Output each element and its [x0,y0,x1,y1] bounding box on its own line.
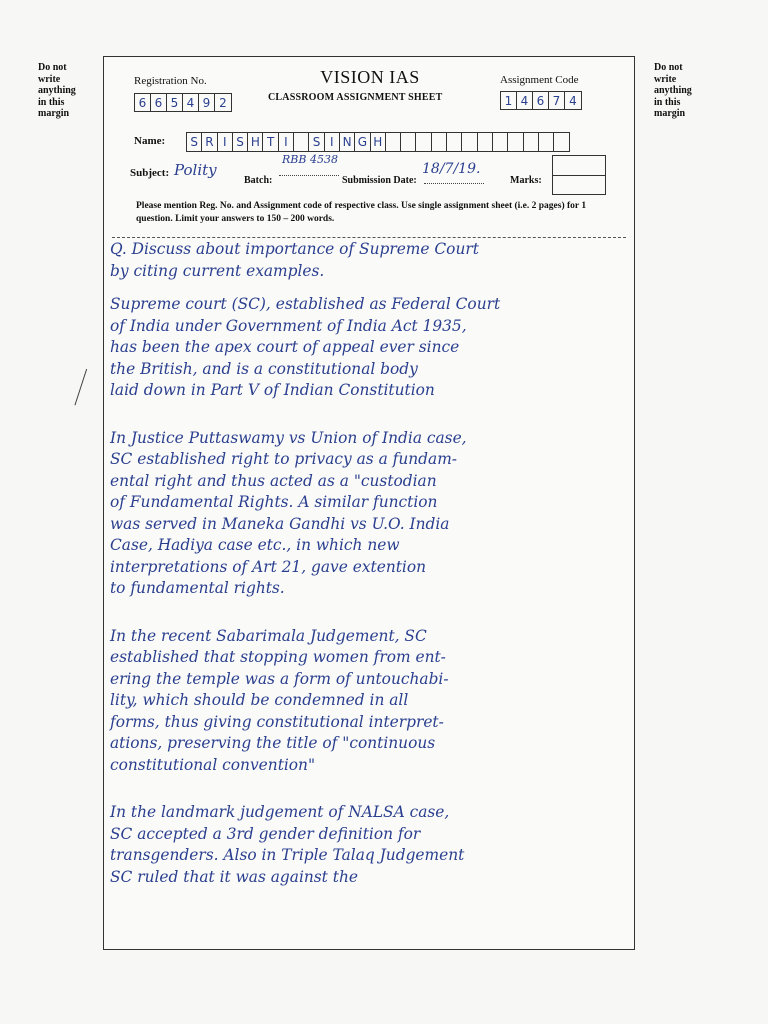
answer-line: of India under Government of India Act 1935, [110,316,467,335]
answer-paragraph [110,428,634,600]
char-box[interactable]: I [325,133,340,151]
margin-note-line: write [654,73,677,85]
char-box[interactable]: H [248,133,263,151]
char-box[interactable] [462,133,477,151]
answer-line: SC ruled that it was against the [110,867,358,886]
char-box[interactable] [447,133,462,151]
answer-line: In Justice Puttaswamy vs Union of India case, [110,428,467,447]
char-box[interactable] [493,133,508,151]
name-boxes[interactable] [186,132,570,152]
margin-note-line: Do not [654,62,683,73]
char-box[interactable]: 5 [167,94,183,111]
answer-line: to fundamental rights. [110,579,285,597]
marks-label: Marks: [510,175,542,186]
answer-paragraph [110,294,634,402]
char-box[interactable]: 9 [199,94,215,111]
margin-note-line: margin [38,108,70,119]
margin-note-line: Do not [38,62,67,73]
answer-line: has been the apex court of appeal ever since [110,338,460,356]
char-box[interactable]: 4 [517,92,533,109]
answer-line: interpretations of Art 21, gave extention [110,557,427,576]
date-dotted-line [424,183,484,184]
margin-pen-mark [74,369,98,409]
char-box[interactable]: H [371,133,386,151]
answer-line: forms, thus giving constitutional interpret- [110,712,444,731]
name-label: Name: [134,135,166,147]
marks-box[interactable] [552,155,606,195]
answer-line: of Fundamental Rights. A similar function [110,493,438,511]
margin-note-line: anything [654,85,692,96]
assignment-code-boxes[interactable] [500,91,582,110]
answer-line: ental right and thus acted as a "custodian [110,471,437,490]
answer-line: ations, preserving the title of "continuous [110,734,436,752]
dashed-divider [112,237,626,238]
char-box[interactable] [432,133,447,151]
margin-note-left [38,62,98,120]
answer-line: established that stopping women from ent- [110,648,446,666]
registration-label: Registration No. [134,75,207,87]
char-box[interactable]: 2 [219,95,227,110]
char-box[interactable] [416,133,431,151]
char-box[interactable] [508,133,523,151]
batch-value[interactable]: RBB 4538 [282,153,338,166]
answer-line: SC accepted a 3rd gender definition for [110,824,421,843]
answer-line: lity, which should be condemned in all [110,691,409,709]
margin-note-line: in this [38,96,65,108]
answer-line: In the landmark judgement of NALSA case, [110,803,450,821]
registration-number-boxes[interactable] [134,93,232,112]
answer-line: ering the temple was a form of untouchabi- [110,669,449,688]
subject-value[interactable]: Polity [174,161,217,179]
char-box[interactable]: I [218,133,233,151]
assignment-sheet [103,56,635,950]
margin-note-line: write [38,73,61,85]
char-box[interactable] [401,133,416,151]
answer-line: Case, Hadiya case etc., in which new [110,536,400,554]
char-box[interactable] [386,133,401,151]
instructions: Please mention Reg. No. and Assignment code of respective class. Use single assignment sheet (i.e. 2 pages) for 1 question. Limit your answers to 150 – 200 words. [136,201,587,224]
answer-line: Supreme court (SC), established as Federal Court [110,295,501,313]
char-box[interactable]: 4 [183,94,199,111]
char-box[interactable]: G [355,133,370,151]
char-box[interactable]: 4 [569,93,577,108]
char-box[interactable]: 6 [533,92,549,109]
question-line: Q. Discuss about importance of Supreme Court [110,240,479,258]
char-box[interactable]: I [279,133,294,151]
question-line: by citing current examples. [110,261,325,280]
char-box[interactable] [539,133,554,151]
answer-line: In the recent Sabarimala Judgement, SC [110,626,427,645]
answer-line: transgenders. Also in Triple Talaq Judgement [110,846,465,864]
answer-line: the British, and is a constitutional body [110,359,418,378]
batch-dotted-line [279,175,339,176]
answer-line: SC established right to privacy as a fundam- [110,450,457,468]
char-box[interactable]: 6 [135,94,151,111]
batch-label: Batch: [244,175,273,186]
answer-paragraph [110,626,634,777]
answer-line: laid down in Part V of Indian Constitution [110,381,435,399]
char-box[interactable]: N [340,133,355,151]
char-box[interactable]: 1 [501,92,517,109]
char-box[interactable]: 6 [151,94,167,111]
question [110,239,634,282]
margin-note-line: margin [654,108,686,119]
answer-line: constitutional convention" [110,755,316,774]
answer-paragraph [110,802,634,888]
char-box[interactable]: 7 [549,92,565,109]
answer-line: was served in Maneka Gandhi vs U.O. India [110,514,450,533]
sheet-subtitle: CLASSROOM ASSIGNMENT SHEET [268,92,443,103]
answer-area[interactable] [110,239,634,914]
assignment-code-label: Assignment Code [500,74,579,86]
char-box[interactable]: S [187,133,202,151]
char-box[interactable]: S [309,133,324,151]
sheet-title: VISION IAS [320,67,420,87]
margin-note-line: in this [654,96,681,108]
char-box[interactable]: T [263,133,278,151]
margin-note-line: anything [38,85,76,96]
submission-date-label: Submission Date: [342,175,417,186]
char-box[interactable]: R [202,133,217,151]
char-box[interactable]: S [233,133,248,151]
char-box[interactable] [294,133,309,151]
char-box[interactable] [554,133,569,151]
subject-label: Subject: [130,167,170,179]
char-box[interactable] [478,133,493,151]
margin-note-right [654,62,714,120]
char-box[interactable] [524,133,539,151]
submission-date-value[interactable]: 18/7/19. [422,161,481,177]
